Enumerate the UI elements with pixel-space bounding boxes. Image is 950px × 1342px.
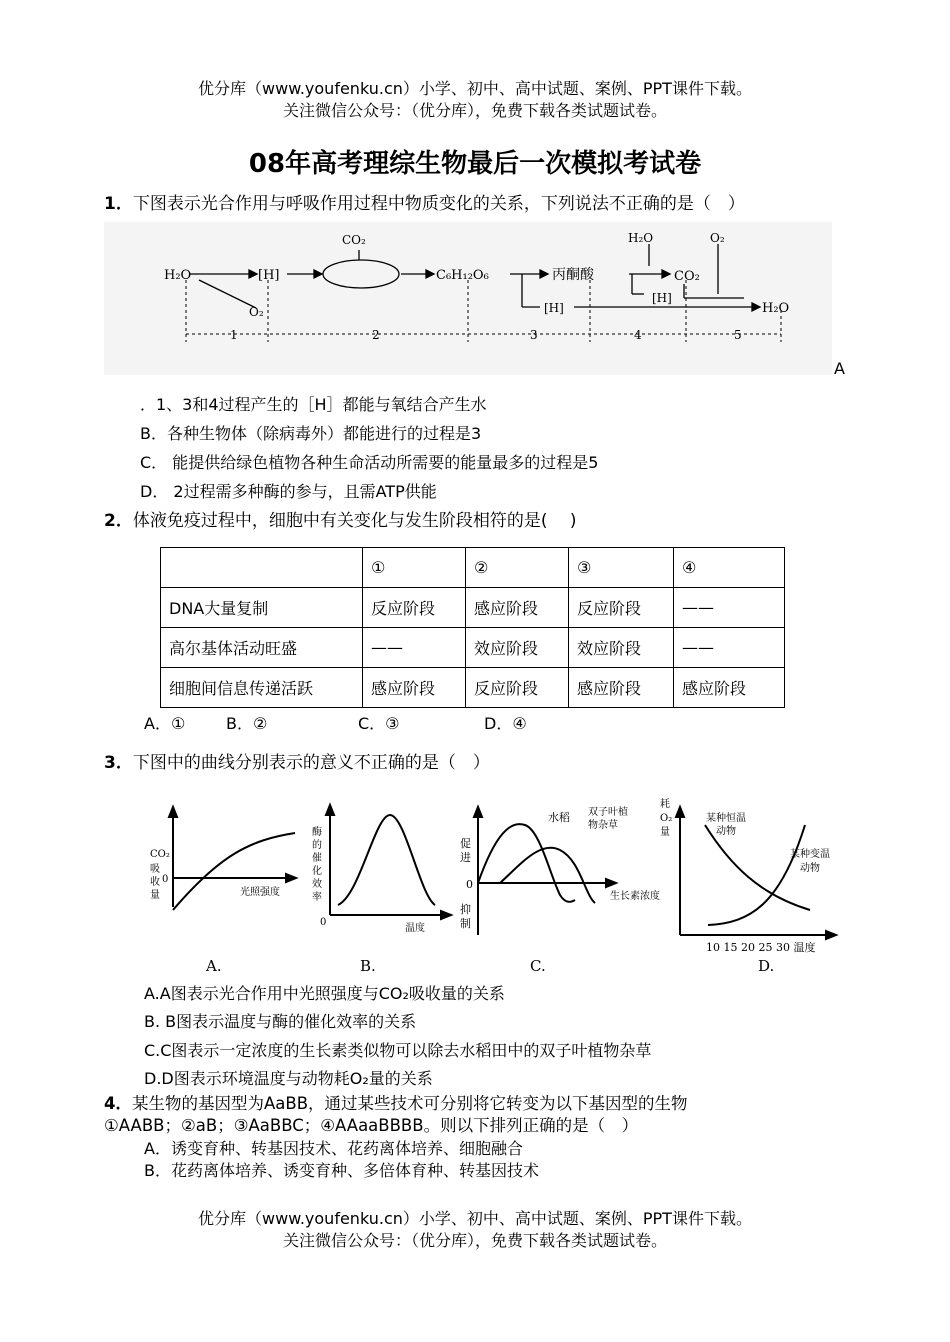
question-stem: 下图中的曲线分别表示的意义不正确的是（ ） [132, 753, 490, 773]
dg-stage-4: 4 [634, 328, 642, 342]
footer-line-1: 优分库（www.youfenku.cn）小学、初中、高中试题、案例、PPT课件下载。 [198, 1209, 752, 1228]
table-cell: 效应阶段 [569, 628, 674, 668]
table-cell: DNA大量复制 [161, 588, 363, 628]
table-cell: 反应阶段 [466, 668, 569, 708]
dg-o2: O₂ [249, 305, 264, 319]
q4-option-a: A．诱变育种、转基因技术、花药离体培养、细胞融合 [144, 1139, 523, 1158]
fig-a-ylabel-1: CO₂ [150, 849, 170, 860]
question-4-stem-2: ①AABB；②aB；③AaBBC；④AAaaBBBB。则以下排列正确的是（ ） [104, 1116, 639, 1135]
question-2 [104, 510, 577, 532]
table-row [161, 668, 785, 708]
q3-option-a: A.A图表示光合作用中光照强度与CO₂吸收量的关系 [144, 984, 505, 1003]
q1-diagram [104, 222, 832, 375]
dg-stage-2: 2 [372, 328, 380, 342]
fig-c-caption: C. [530, 957, 546, 975]
fig-c-down-1: 抑 [460, 903, 471, 916]
table-cell: ③ [569, 548, 674, 588]
question-1 [104, 193, 745, 215]
table-cell: 细胞间信息传递活跃 [161, 668, 363, 708]
fig-d-ylabel-3: 量 [660, 827, 670, 838]
table-cell: 反应阶段 [569, 588, 674, 628]
table-cell: —— [674, 588, 785, 628]
fig-a-zero: 0 [162, 874, 169, 885]
question-number: 2． [104, 511, 133, 531]
dg-pyruvate: 丙酮酸 [552, 267, 594, 283]
dg-h1: [H] [258, 268, 280, 283]
question-4 [104, 1093, 688, 1115]
dg-h2o: H₂O [164, 268, 192, 283]
table-cell: 感应阶段 [569, 668, 674, 708]
question-stem: 某生物的基因型为AaBB，通过某些技术可分别将它转变为以下基因型的生物 [131, 1094, 688, 1113]
fig-a-ylabel-2: 吸 [150, 864, 160, 875]
dg-h-mid: [H] [652, 291, 672, 305]
fig-c-weed-2: 物杂草 [588, 820, 618, 831]
fig-c-xlabel: 生长素浓度 [610, 891, 660, 902]
fig-a-xlabel: 光照强度 [240, 887, 280, 898]
dg-co2-mid: CO₂ [674, 269, 700, 284]
q1-option-c: C． 能提供给绿色植物各种生命活动所需要的能量最多的过程是5 [140, 453, 599, 472]
fig-b-ylabel-5: 效 [312, 879, 322, 890]
fig-d-ylabel-1: 耗 [660, 799, 670, 810]
footer-line-2: 关注微信公众号：（优分库），免费下载各类试题试卷。 [282, 1231, 667, 1250]
fig-b-ylabel-6: 率 [312, 892, 322, 903]
q3-option-c: C.C图表示一定浓度的生长素类似物可以除去水稻田中的双子叶植物杂草 [144, 1041, 652, 1060]
dg-stage-3: 3 [530, 328, 538, 342]
fig-a-caption: A. [206, 957, 222, 975]
table-header-row [161, 548, 785, 588]
dg-stage-1: 1 [230, 328, 238, 342]
table-cell: 感应阶段 [363, 668, 466, 708]
table-cell: 高尔基体活动旺盛 [161, 628, 363, 668]
table-cell: ④ [674, 548, 785, 588]
fig-d-poiki-2: 动物 [800, 863, 820, 874]
question-number: 4． [104, 1094, 132, 1113]
table-cell: ② [466, 548, 569, 588]
q2-table [160, 547, 785, 708]
q2-choice-d: D．④ [484, 714, 527, 733]
q3-option-d: D.D图表示环境温度与动物耗O₂量的关系 [144, 1069, 433, 1088]
header-line-1: 优分库（www.youfenku.cn）小学、初中、高中试题、案例、PPT课件下载。 [198, 79, 752, 98]
table-cell: —— [363, 628, 466, 668]
question-number: 3． [104, 753, 133, 773]
fig-c-zero: 0 [466, 878, 473, 891]
fig-d-homeo-2: 动物 [716, 826, 736, 837]
fig-b-zero: 0 [320, 917, 327, 928]
table-cell [161, 548, 363, 588]
page-title: 08年高考理综生物最后一次模拟考试卷 [248, 149, 702, 179]
dg-co2-top: CO₂ [342, 233, 366, 247]
dg-c6h12o6: C₆H₁₂O₆ [436, 268, 489, 283]
fig-d-caption: D. [758, 957, 775, 975]
q2-choice-c: C．③ [358, 714, 400, 733]
dg-stage-5: 5 [734, 328, 742, 342]
q1-option-d: D． 2过程需多种酶的参与，且需ATP供能 [140, 482, 437, 501]
q1-option-a: ．1、3和4过程产生的［H］都能与氧结合产生水 [140, 395, 487, 414]
table-cell: —— [674, 628, 785, 668]
q1-option-b: B．各种生物体（除病毒外）都能进行的过程是3 [140, 424, 482, 443]
fig-b-xlabel: 温度 [405, 923, 425, 934]
q1-a-label: A [834, 359, 845, 378]
fig-b-ylabel-2: 的 [312, 840, 322, 851]
q3-option-b: B. B图表示温度与酶的催化效率的关系 [144, 1012, 417, 1031]
question-stem: 下图表示光合作用与呼吸作用过程中物质变化的关系，下列说法不正确的是（ ） [132, 194, 745, 214]
fig-a-ylabel-4: 量 [150, 890, 160, 901]
table-cell: 反应阶段 [363, 588, 466, 628]
table-cell: ① [363, 548, 466, 588]
table-row [161, 628, 785, 668]
dg-h2o-end: H₂O [762, 301, 790, 316]
dg-h2o-top: H₂O [628, 231, 654, 245]
question-number: 1． [104, 194, 133, 214]
q2-choice-b: B．② [226, 714, 268, 733]
question-stem: 体液免疫过程中，细胞中有关变化与发生阶段相符的是( ) [132, 511, 577, 531]
q4-option-b: B．花药离体培养、诱变育种、多倍体育种、转基因技术 [144, 1161, 539, 1180]
fig-b-ylabel-4: 化 [312, 866, 322, 877]
fig-d-poiki-1: 某种变温 [790, 849, 830, 860]
fig-d-ticks: 10 15 20 25 30 温度 [706, 941, 816, 954]
fig-c-rice: 水稻 [548, 811, 570, 824]
q2-choice-a: A．① [144, 714, 186, 733]
table-cell: 效应阶段 [466, 628, 569, 668]
fig-c-weed-1: 双子叶植 [588, 807, 628, 818]
fig-c-up-1: 促 [460, 837, 471, 850]
fig-a-ylabel-3: 收 [150, 877, 160, 888]
table-cell: 感应阶段 [674, 668, 785, 708]
fig-c-down-2: 制 [460, 917, 471, 930]
table-row [161, 588, 785, 628]
fig-b-ylabel-1: 酶 [312, 827, 322, 838]
fig-b-ylabel-3: 催 [312, 853, 322, 864]
fig-d-ylabel-2: O₂ [660, 813, 673, 824]
q3-figures [140, 785, 840, 980]
fig-c-up-2: 进 [460, 851, 471, 864]
table-cell: 感应阶段 [466, 588, 569, 628]
dg-h-low: [H] [544, 301, 564, 315]
fig-d-homeo-1: 某种恒温 [706, 813, 746, 824]
dg-o2-top: O₂ [710, 231, 725, 245]
header-line-2: 关注微信公众号：（优分库），免费下载各类试题试卷。 [282, 101, 667, 120]
fig-b-caption: B. [360, 957, 376, 975]
question-3 [104, 752, 490, 774]
